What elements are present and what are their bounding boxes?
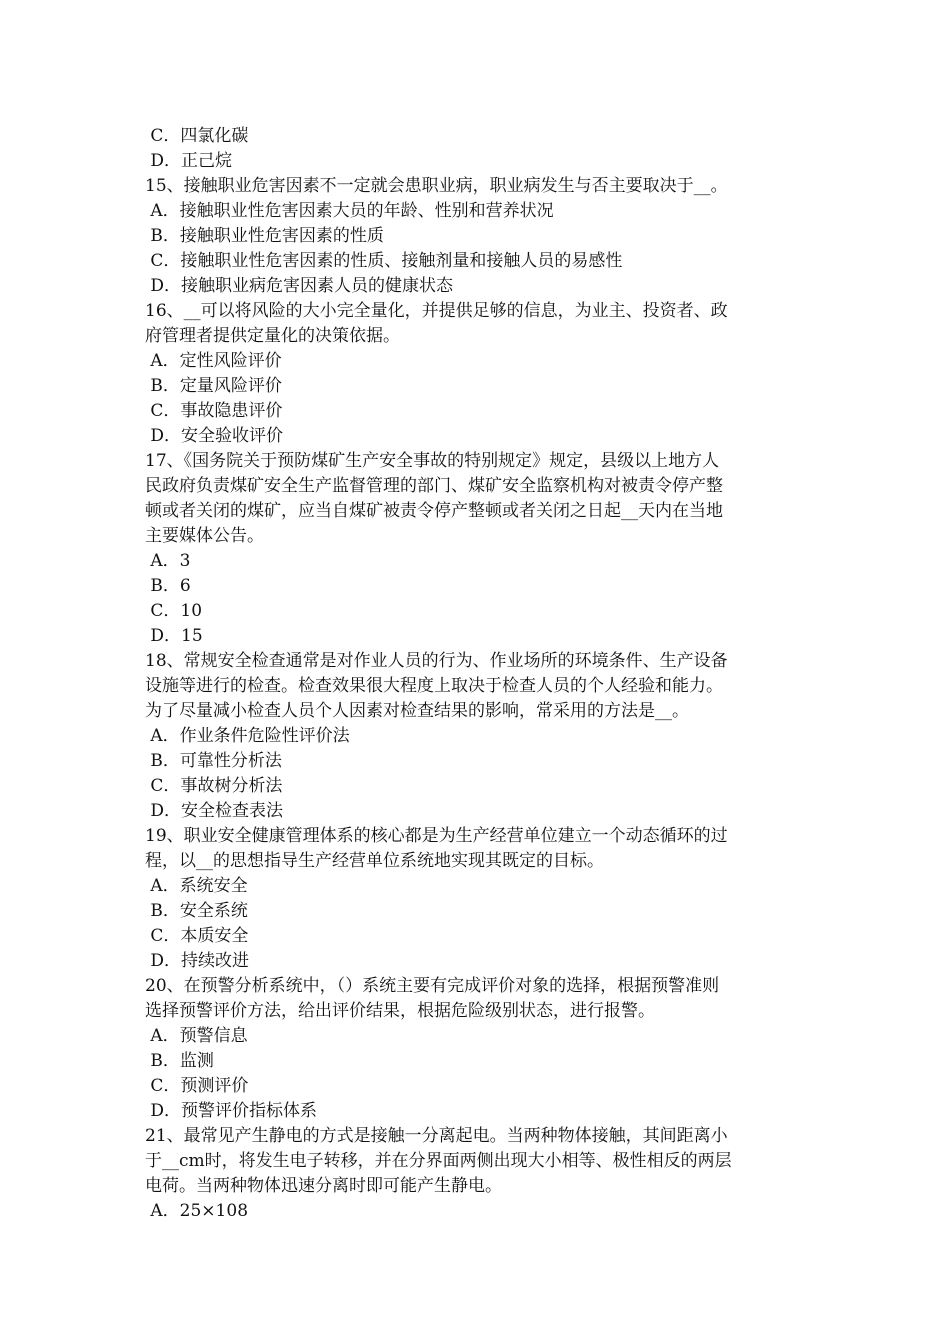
answer-option-line: A．接触职业性危害因素大员的年龄、性别和营养状况 <box>145 201 554 221</box>
answer-option-line: B．可靠性分析法 <box>145 751 282 771</box>
answer-option-line: B．6 <box>145 576 191 596</box>
answer-option-line: D．安全验收评价 <box>145 426 284 446</box>
answer-option-line: B．接触职业性危害因素的性质 <box>145 226 384 246</box>
question-text-line: 民政府负责煤矿安全生产监督管理的部门、煤矿安全监察机构对被责令停产整 <box>145 476 723 496</box>
question-text-line: 20、在预警分析系统中，（）系统主要有完成评价对象的选择，根据预警准则 <box>145 976 720 996</box>
answer-option-line: D．15 <box>145 626 203 646</box>
document-body <box>145 124 807 1224</box>
answer-option-line: A．定性风险评价 <box>145 351 282 371</box>
question-text-line: 为了尽量减小检查人员个人因素对检查结果的影响，常采用的方法是__。 <box>145 701 689 721</box>
answer-option-line: D．安全检查表法 <box>145 801 284 821</box>
answer-option-line: C．事故隐患评价 <box>145 401 283 421</box>
question-text-line: 15、接触职业危害因素不一定就会患职业病，职业病发生与否主要取决于__。 <box>145 176 728 196</box>
question-text-line: 选择预警评价方法，给出评价结果，根据危险级别状态，进行报警。 <box>145 1001 655 1021</box>
question-text-line: 电荷。当两种物体迅速分离时即可能产生静电。 <box>145 1176 502 1196</box>
question-text-line: 21、最常见产生静电的方式是接触一分离起电。当两种物体接触，其间距离小 <box>145 1126 728 1146</box>
answer-option-line: C．本质安全 <box>145 926 249 946</box>
answer-option-line: C．接触职业性危害因素的性质、接触剂量和接触人员的易感性 <box>145 251 623 271</box>
answer-option-line: B．安全系统 <box>145 901 248 921</box>
answer-option-line: A．系统安全 <box>145 876 248 896</box>
answer-option-line: D．预警评价指标体系 <box>145 1101 318 1121</box>
question-text-line: 18、常规安全检查通常是对作业人员的行为、作业场所的环境条件、生产设备 <box>145 651 728 671</box>
answer-option-line: A．预警信息 <box>145 1026 248 1046</box>
answer-option-line: A．3 <box>145 551 191 571</box>
question-text-line: 顿或者关闭的煤矿，应当自煤矿被责令停产整顿或者关闭之日起__天内在当地 <box>145 501 723 521</box>
answer-option-line: C．四氯化碳 <box>145 126 249 146</box>
answer-option-line: C．预测评价 <box>145 1076 249 1096</box>
answer-option-line: C．事故树分析法 <box>145 776 283 796</box>
question-text-line: 府管理者提供定量化的决策依据。 <box>145 326 400 346</box>
answer-option-line: A．作业条件危险性评价法 <box>145 726 350 746</box>
answer-option-line: D．接触职业病危害因素人员的健康状态 <box>145 276 454 296</box>
question-text-line: 设施等进行的检查。检查效果很大程度上取决于检查人员的个人经验和能力。 <box>145 676 723 696</box>
question-text-line: 主要媒体公告。 <box>145 526 264 546</box>
question-text-line: 于__cm时，将发生电子转移，并在分界面两侧出现大小相等、极性相反的两层 <box>145 1151 732 1171</box>
answer-option-line: B．监测 <box>145 1051 214 1071</box>
question-text-line: 16、__可以将风险的大小完全量化，并提供足够的信息，为业主、投资者、政 <box>145 301 728 321</box>
answer-option-line: D．持续改进 <box>145 951 250 971</box>
answer-option-line: C．10 <box>145 601 203 621</box>
answer-option-line: B．定量风险评价 <box>145 376 282 396</box>
answer-option-line: A．25×108 <box>145 1201 249 1221</box>
question-text-line: 17、《国务院关于预防煤矿生产安全事故的特别规定》规定，县级以上地方人 <box>145 451 720 471</box>
question-text-line: 19、职业安全健康管理体系的核心都是为生产经营单位建立一个动态循环的过 <box>145 826 728 846</box>
answer-option-line: D．正己烷 <box>145 151 233 171</box>
question-text-line: 程，以__的思想指导生产经营单位系统地实现其既定的目标。 <box>145 851 604 871</box>
